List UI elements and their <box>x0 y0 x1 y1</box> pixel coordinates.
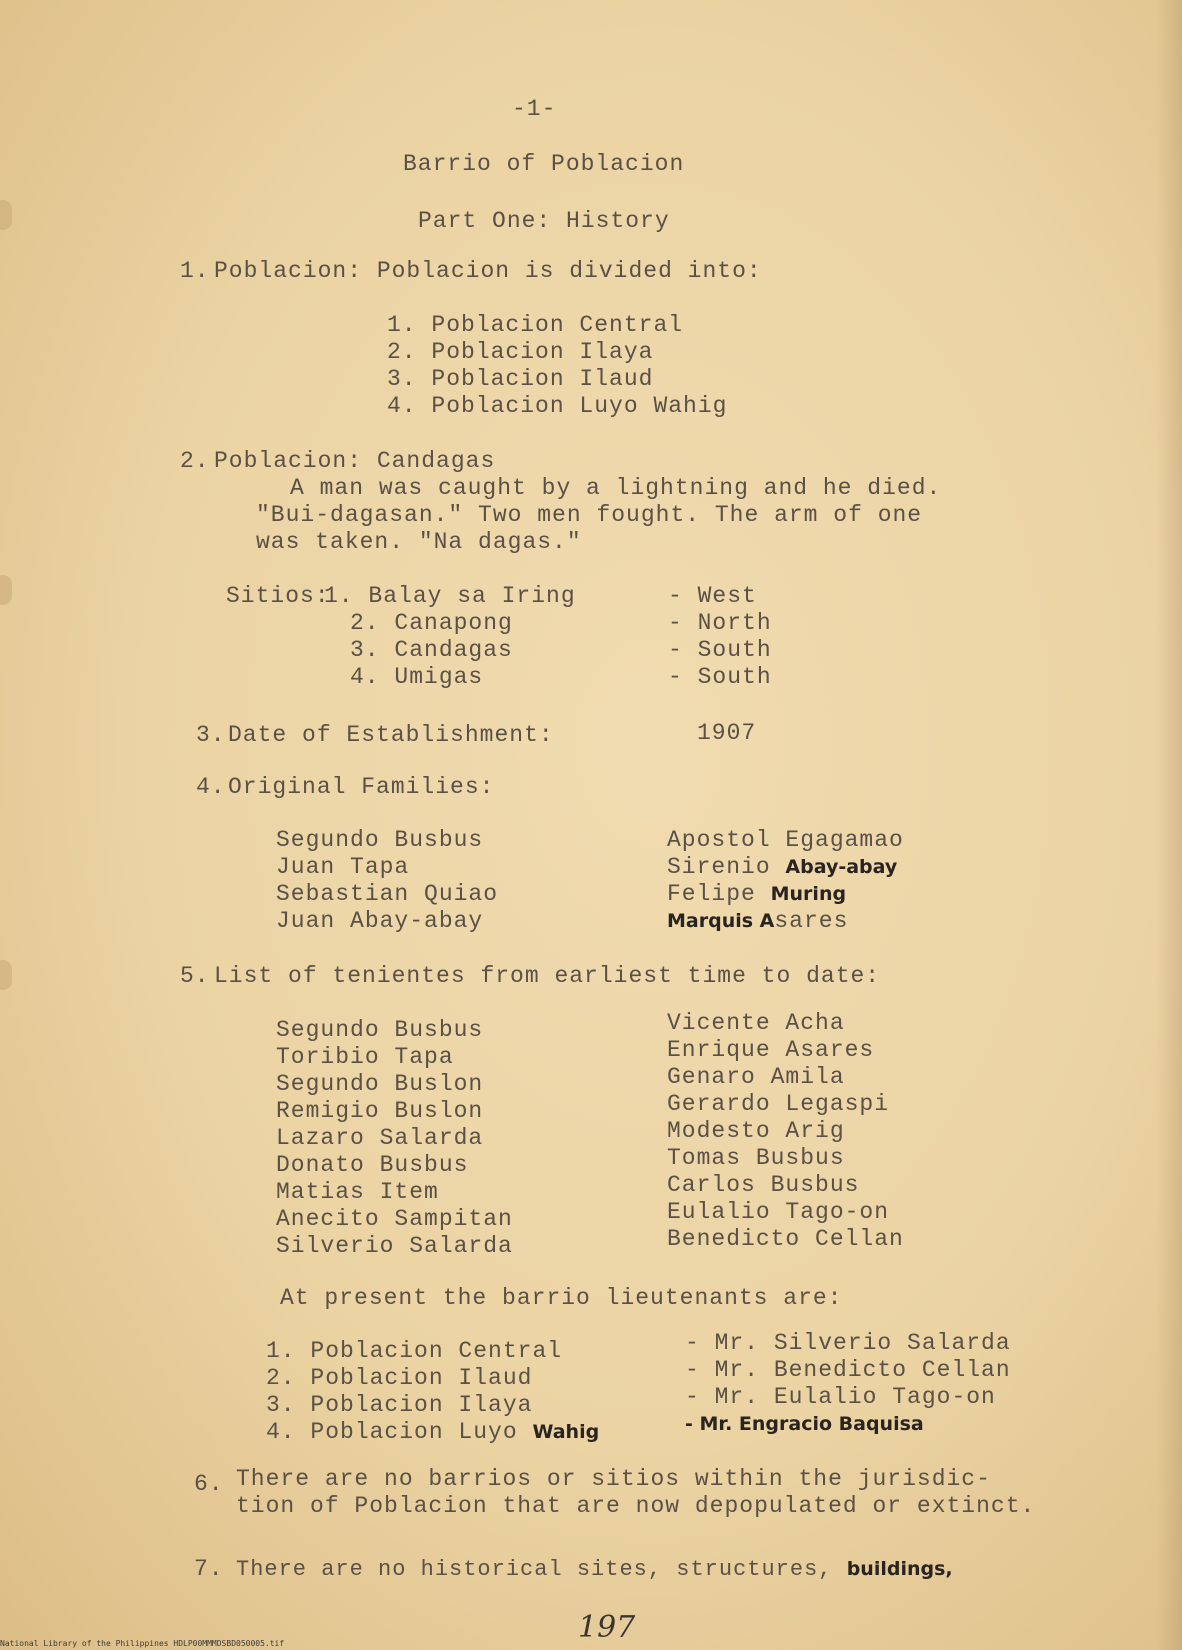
establishment-year: 1907 <box>697 720 757 746</box>
story-line: "Bui-dagasan." Two men fought. The arm of one <box>256 502 923 528</box>
present-area: 2. Poblacion Ilaud <box>266 1365 533 1391</box>
establishment-label: Date of Establishment: <box>228 722 554 748</box>
teniente-name: Tomas Busbus <box>667 1145 845 1171</box>
division-item: 2. Poblacion Ilaya <box>387 339 654 365</box>
part-heading: Part One: History <box>418 208 670 234</box>
sitio-name: 2. Canapong <box>350 610 513 636</box>
handwritten-correction: Muring <box>770 883 847 905</box>
family-name: Segundo Busbus <box>276 827 484 853</box>
family-name: Marquis Asares <box>667 908 849 934</box>
present-area: 1. Poblacion Central <box>266 1338 563 1364</box>
teniente-name: Carlos Busbus <box>667 1172 860 1198</box>
teniente-name: Toribio Tapa <box>276 1044 454 1070</box>
teniente-name: Remigio Buslon <box>276 1098 484 1124</box>
present-area: 3. Poblacion Ilaya <box>266 1392 533 1418</box>
teniente-name: Modesto Arig <box>667 1118 845 1144</box>
sitio-direction: - North <box>668 610 772 636</box>
item-1-number: 1. <box>180 258 210 284</box>
family-name: Sirenio Abay-abay <box>667 854 898 880</box>
sitio-direction: - South <box>668 664 772 690</box>
present-lieutenant: - Mr. Silverio Salarda <box>685 1330 1011 1356</box>
handwritten-correction: Abay-abay <box>785 856 898 878</box>
teniente-name: Benedicto Cellan <box>667 1226 904 1252</box>
family-name: Sebastian Quiao <box>276 881 499 907</box>
original-families-label: Original Families: <box>228 774 495 800</box>
teniente-name: Segundo Busbus <box>276 1017 484 1043</box>
sitio-name: 1. Balay sa Iring <box>324 583 576 609</box>
family-name: Juan Abay-abay <box>276 908 484 934</box>
division-item: 4. Poblacion Luyo Wahig <box>387 393 728 419</box>
teniente-name: Matias Item <box>276 1179 439 1205</box>
page-edge-shadow <box>1156 0 1182 1650</box>
present-area: 4. Poblacion Luyo Wahig <box>266 1419 600 1445</box>
item-3-number: 3. <box>196 722 226 748</box>
binding-hole <box>0 960 12 990</box>
teniente-name: Silverio Salarda <box>276 1233 513 1259</box>
teniente-name: Lazaro Salarda <box>276 1125 484 1151</box>
handwritten-correction: Marquis A <box>667 910 775 932</box>
family-name: Apostol Egagamao <box>667 827 904 853</box>
handwritten-page-number: 197 <box>578 1610 636 1645</box>
family-name: Juan Tapa <box>276 854 410 880</box>
handwritten-correction: Engracio Baquisa <box>738 1413 924 1435</box>
division-item: 3. Poblacion Ilaud <box>387 366 654 392</box>
page-title: Barrio of Poblacion <box>403 151 685 177</box>
binding-hole <box>0 575 12 605</box>
teniente-name: Segundo Buslon <box>276 1071 484 1097</box>
item-2-heading: Poblacion: Candagas <box>214 448 496 474</box>
family-name: Felipe Muring <box>667 881 847 907</box>
sitios-label: Sitios: <box>226 583 330 609</box>
teniente-name: Genaro Amila <box>667 1064 845 1090</box>
present-lieutenant: - Mr. Engracio Baquisa <box>685 1413 924 1435</box>
item-1-text: Poblacion: Poblacion is divided into: <box>214 258 762 284</box>
binding-hole <box>0 200 12 230</box>
archive-footer: National Library of the Philippines HDLP00MMMDSBD050005.tif <box>0 1639 285 1648</box>
handwritten-correction: Wahig <box>532 1421 600 1443</box>
item-6-line: tion of Poblacion that are now depopulated or extinct. <box>236 1493 1036 1519</box>
item-4-number: 4. <box>196 774 226 800</box>
present-lieutenant: - Mr. Benedicto Cellan <box>685 1357 1011 1383</box>
sitio-direction: - West <box>668 583 757 609</box>
sitio-name: 3. Candagas <box>350 637 513 663</box>
teniente-name: Eulalio Tago-on <box>667 1199 890 1225</box>
story-line: was taken. "Na dagas." <box>256 529 582 555</box>
division-item: 1. Poblacion Central <box>387 312 684 338</box>
item-7-text: There are no historical sites, structures, buildings, <box>236 1557 953 1582</box>
page-number: -1- <box>512 96 557 122</box>
item-6-number: 6. <box>194 1471 224 1497</box>
sitio-name: 4. Umigas <box>350 664 484 690</box>
present-lieutenant: - Mr. Eulalio Tago-on <box>685 1384 996 1410</box>
present-lieutenants-label: At present the barrio lieutenants are: <box>280 1285 843 1311</box>
item-6-line: There are no barrios or sitios within the jurisdic- <box>236 1466 991 1492</box>
item-5-number: 5. <box>180 963 210 989</box>
sitio-direction: - South <box>668 637 772 663</box>
teniente-name: Gerardo Legaspi <box>667 1091 890 1117</box>
handwritten-correction: buildings, <box>846 1558 953 1580</box>
teniente-name: Vicente Acha <box>667 1010 845 1036</box>
item-2-number: 2. <box>180 448 210 474</box>
item-7-number: 7. <box>194 1556 224 1582</box>
tenientes-label: List of tenientes from earliest time to date: <box>214 963 881 989</box>
teniente-name: Anecito Sampitan <box>276 1206 513 1232</box>
teniente-name: Donato Busbus <box>276 1152 469 1178</box>
teniente-name: Enrique Asares <box>667 1037 875 1063</box>
story-line: A man was caught by a lightning and he died. <box>290 475 942 501</box>
